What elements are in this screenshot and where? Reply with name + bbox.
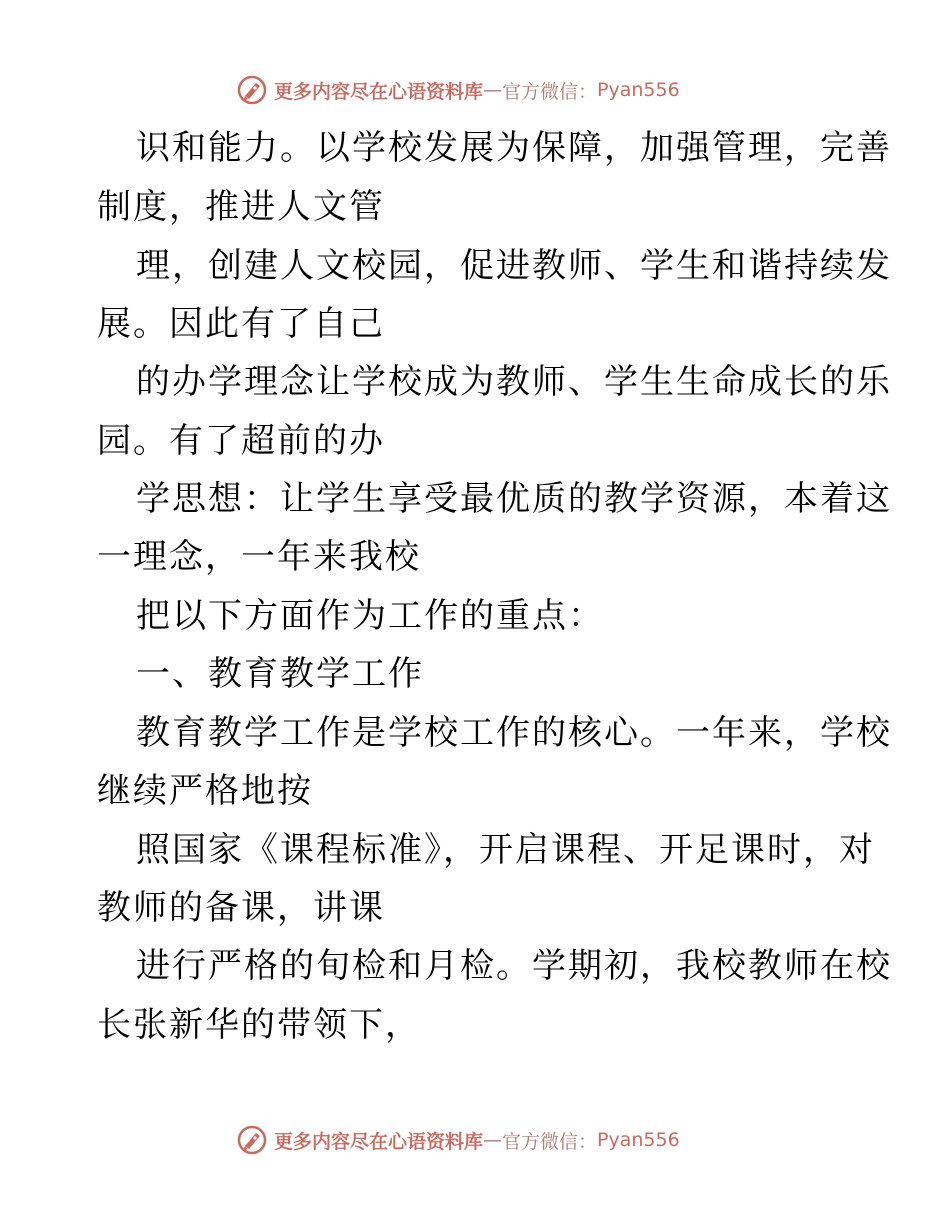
header-watermark — [236, 72, 680, 108]
watermark-text: 更多内容尽在心语资料库 — [274, 80, 484, 103]
watermark-wechat-label: 官方微信： — [502, 1130, 598, 1153]
fountain-pen-seal-logo-icon — [236, 1124, 268, 1156]
paragraph-9-line-2: 长张新华的带领下， — [97, 1005, 421, 1045]
watermark-dash: — — [483, 79, 503, 101]
section-heading: 一、教育教学工作 — [136, 654, 424, 694]
paragraph-7-line-2: 继续严格地按 — [97, 771, 313, 811]
watermark-dash: — — [483, 1129, 503, 1151]
watermark-text: 更多内容尽在心语资料库 — [274, 1130, 484, 1153]
paragraph-2-line-2: 展。因此有了自己 — [97, 304, 385, 344]
paragraph-5-line-1: 把以下方面作为工作的重点： — [136, 596, 604, 636]
paragraph-8-line-2: 教师的备课，讲课 — [97, 888, 385, 928]
paragraph-4-line-2: 一理念，一年来我校 — [97, 537, 421, 577]
paragraph-1-line-2: 制度，推进人文管 — [97, 187, 385, 227]
footer-watermark — [236, 1122, 680, 1158]
watermark-wechat-id: Pyan556 — [597, 79, 680, 101]
paragraph-8-line-1: 照国家《课程标准》，开启课程、开足课时，对 — [136, 830, 875, 870]
fountain-pen-seal-logo-icon — [236, 74, 268, 106]
paragraph-3-line-1: 的办学理念让学校成为教师、学生生命成长的乐 — [136, 362, 892, 402]
paragraph-9-line-1: 进行严格的旬检和月检。学期初，我校教师在校 — [136, 946, 892, 986]
watermark-wechat-label: 官方微信： — [502, 80, 598, 103]
paragraph-4-line-1: 学思想：让学生享受最优质的教学资源，本着这 — [136, 479, 892, 519]
paragraph-7-line-1: 教育教学工作是学校工作的核心。一年来，学校 — [136, 713, 892, 753]
watermark-wechat-id: Pyan556 — [597, 1129, 680, 1151]
paragraph-3-line-2: 园。有了超前的办 — [97, 421, 385, 461]
paragraph-2-line-1: 理，创建人文校园，促进教师、学生和谐持续发 — [136, 246, 892, 286]
paragraph-1-line-1: 识和能力。以学校发展为保障，加强管理，完善 — [136, 128, 892, 168]
